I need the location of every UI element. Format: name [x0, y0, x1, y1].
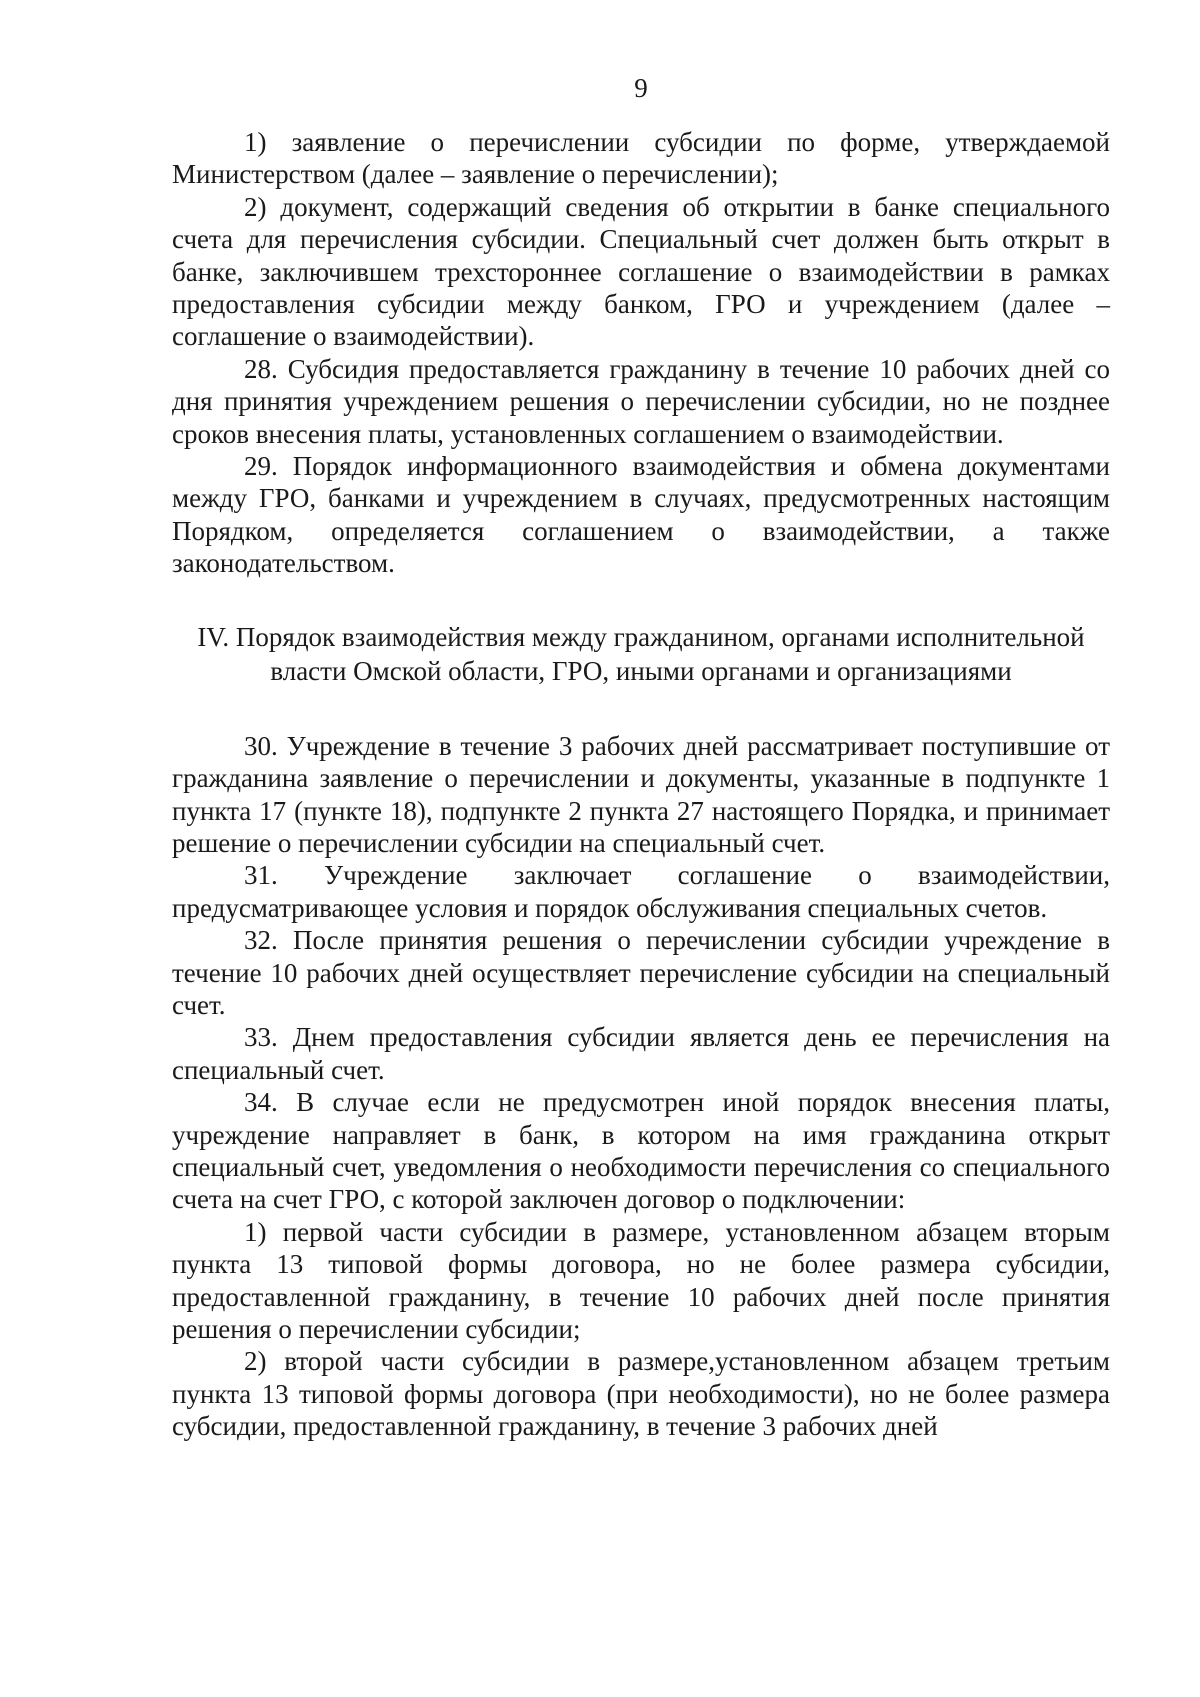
section-heading-line-1: IV. Порядок взаимодействия между гражданином, органами исполнительной [197, 621, 1085, 652]
page-number: 9 [634, 73, 648, 103]
paragraph-item-34: 34. В случае если не предусмотрен иной порядок внесения платы, учреждение направляет в банк, в котором на имя гражданина открыт специальный счет, уведомления о необходимости перечисления со специального счета на счет ГРО, с которой заключен договор о подключении: [172, 1087, 1110, 1215]
paragraph-item-34-subitem-1: 1) первой части субсидии в размере, установленном абзацем вторым пункта 13 типовой формы договора, но не более размера субсидии, предоставленной гражданину, в течение 10 рабочих дней после принятия решения о перечислении субсидии; [172, 1216, 1110, 1344]
paragraph-item-29: 29. Порядок информационного взаимодействия и обмена документами между ГРО, банками и учреждением в случаях, предусмотренных настоящим Порядком, определяется соглашением о взаимодействии, а также законодательством. [172, 451, 1110, 579]
document-page [172, 68, 1110, 1443]
paragraph-item-31: 31. Учреждение заключает соглашение о взаимодействии, предусматривающее условия и порядок обслуживания специальных счетов. [172, 860, 1110, 923]
paragraph-item-33: 33. Днем предоставления субсидии является день ее перечисления на специальный счет. [172, 1022, 1110, 1085]
paragraph-subitem-2-special-account: 2) документ, содержащий сведения об открытии в банке специального счета для перечисления субсидии. Специальный счет должен быть открыт в банке, заключившем трехстороннее соглашение о взаимодействии в рамках предоставления субсидии между банком, ГРО и учреждением (далее – соглашение о взаимодействии). [172, 191, 1110, 352]
paragraph-item-34-subitem-2: 2) второй части субсидии в размере,установленном абзацем третьим пункта 13 типовой формы договора (при необходимости), но не более размера субсидии, предоставленной гражданину, в течение 3 рабочих дней [172, 1346, 1110, 1442]
paragraph-item-32: 32. После принятия решения о перечислении субсидии учреждение в течение 10 рабочих дней осуществляет перечисление субсидии на специальный счет. [172, 925, 1110, 1020]
section-heading-line-2: власти Омской области, ГРО, иными органами и организациями [270, 655, 1012, 686]
section-heading-iv [172, 620, 1110, 688]
paragraph-item-30: 30. Учреждение в течение 3 рабочих дней рассматривает поступившие от гражданина заявление о перечислении и документы, указанные в подпункте 1 пункта 17 (пункте 18), подпункте 2 пункта 27 настоящего Порядка, и принимает решение о перечислении субсидии на специальный счет. [172, 730, 1110, 858]
paragraph-item-28: 28. Субсидия предоставляется гражданину в течение 10 рабочих дней со дня принятия учреждением решения о перечислении субсидии, но не позднее сроков внесения платы, установленных соглашением о взаимодействии. [172, 353, 1110, 449]
paragraph-subitem-1-application: 1) заявление о перечислении субсидии по форме, утверждаемой Министерством (далее – заявление о перечислении); [172, 127, 1110, 190]
